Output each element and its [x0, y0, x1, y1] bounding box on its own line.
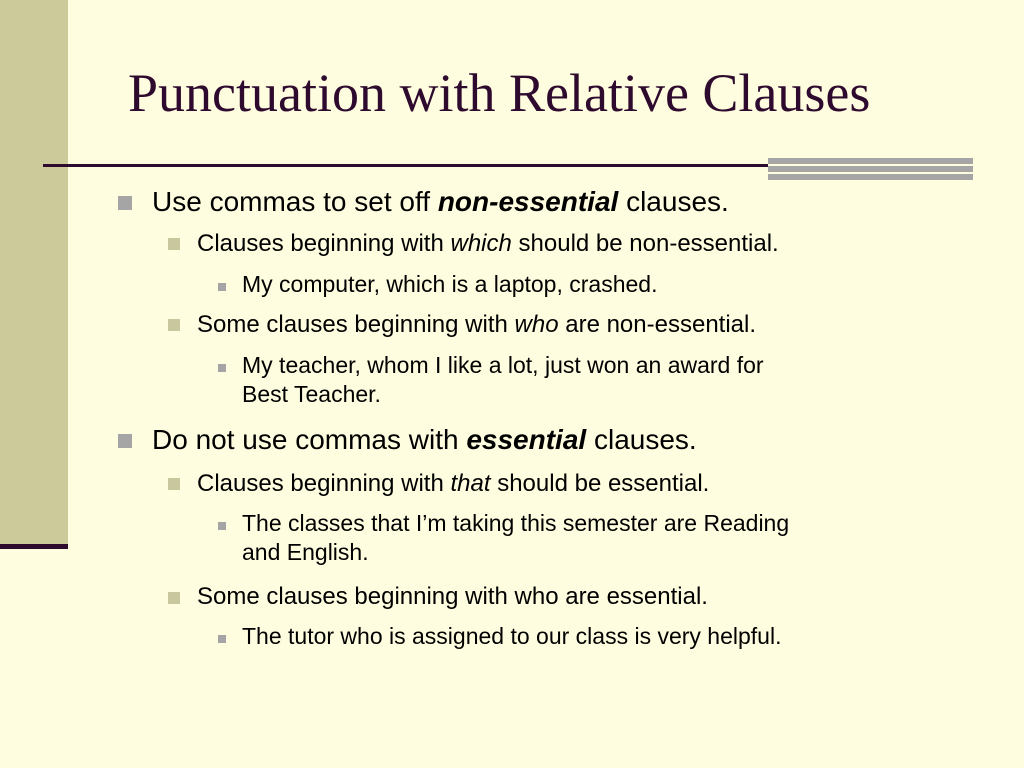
bullet-text: clauses.	[618, 186, 729, 217]
bullet-level1	[152, 186, 729, 218]
bullet-text-line: The classes that I’m taking this semester are Reading	[242, 510, 790, 536]
bullet-square-icon	[218, 364, 226, 372]
bullet-square-icon	[168, 592, 180, 604]
bullet-level1	[152, 424, 697, 456]
bullet-square-icon	[168, 319, 180, 331]
bullet-level3	[242, 510, 789, 566]
bullet-emphasis: who	[514, 311, 559, 338]
bullet-text: Do not use commas with	[152, 424, 467, 455]
bullet-square-icon	[218, 522, 226, 530]
bullet-emphasis: non-essential	[437, 186, 619, 217]
bullet-emphasis: essential	[466, 424, 587, 455]
bullet-text: clauses.	[586, 424, 697, 455]
bullet-level3: The tutor who is assigned to our class is very helpful.	[242, 623, 782, 649]
bullet-text-line: My teacher, whom I like a lot, just won an award for	[242, 352, 764, 378]
bullet-square-icon	[218, 635, 226, 643]
bullet-level2	[197, 470, 709, 498]
bullet-square-icon	[218, 283, 226, 291]
bullet-text-line: and English.	[242, 539, 369, 565]
bullet-square-icon	[168, 238, 180, 250]
bullet-text: Use commas to set off	[152, 186, 438, 217]
bullet-square-icon	[168, 478, 180, 490]
slide-title: Punctuation with Relative Clauses	[128, 63, 871, 123]
bullet-emphasis: that	[450, 470, 491, 497]
bullet-text: Clauses beginning with	[197, 470, 451, 497]
bullet-text: Clauses beginning with	[197, 230, 451, 257]
bullet-level2: Some clauses beginning with who are essential.	[197, 583, 708, 610]
bullet-text: are non-essential.	[558, 311, 757, 338]
bullet-text: should be essential.	[490, 470, 710, 497]
bullet-level3: My computer, which is a laptop, crashed.	[242, 271, 658, 297]
bullet-level2	[197, 230, 779, 258]
bullet-level3	[242, 352, 764, 408]
bullet-text-line: Best Teacher.	[242, 381, 381, 407]
bullet-level2	[197, 311, 756, 339]
bullet-text: Some clauses beginning with	[197, 311, 515, 338]
bullet-emphasis: which	[450, 230, 512, 257]
bullet-square-icon	[118, 196, 132, 210]
bullet-text: should be non-essential.	[511, 230, 779, 257]
bullet-square-icon	[118, 434, 132, 448]
